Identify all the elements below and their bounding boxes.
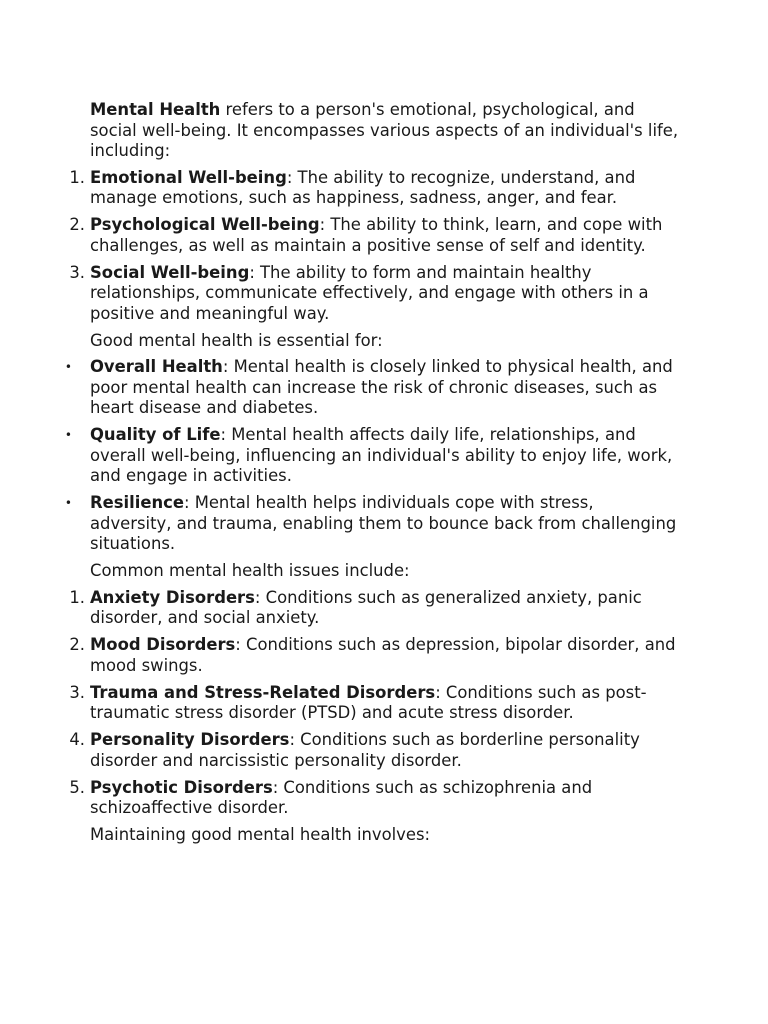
list-item xyxy=(64,425,680,487)
item-term: Psychotic Disorders xyxy=(90,777,273,797)
intro-paragraph xyxy=(90,100,680,162)
list-marker: 3. xyxy=(69,682,85,702)
list-item xyxy=(69,682,680,724)
aspects-list xyxy=(69,167,680,325)
bullet-marker: • xyxy=(64,496,72,510)
item-term: Social Well-being xyxy=(90,262,250,282)
item-text: : Mental health affects daily life, relationships, and overall well-being, influencing an individual's ability to enjoy life, work, and engage in activities. xyxy=(90,425,673,485)
issues-heading: Common mental health issues include: xyxy=(90,561,410,580)
list-marker: 1. xyxy=(69,167,85,187)
list-marker: 2. xyxy=(69,635,85,654)
list-item xyxy=(69,262,680,325)
maintaining-heading: Maintaining good mental health involves: xyxy=(90,825,431,844)
list-item xyxy=(69,215,680,256)
intro-term: Mental Health xyxy=(90,100,221,119)
item-text: : Conditions such as generalized anxiety, panic disorder, and social anxiety. xyxy=(90,587,642,627)
list-marker: 5. xyxy=(69,777,85,797)
item-term: Resilience xyxy=(90,493,184,512)
item-term: Emotional Well-being xyxy=(90,167,287,187)
item-term: Personality Disorders xyxy=(90,730,290,749)
item-term: Anxiety Disorders xyxy=(90,587,255,607)
list-marker: 2. xyxy=(69,215,85,234)
item-term: Trauma and Stress-Related Disorders xyxy=(90,682,436,702)
item-term: Quality of Life xyxy=(90,425,221,444)
intro-text: refers to a person's emotional, psychological, and social well-being. It encompasses various aspects of an individual's life, including: xyxy=(90,100,679,160)
bullet-marker: • xyxy=(64,360,72,374)
list-item xyxy=(69,167,680,209)
list-marker: 4. xyxy=(69,730,85,749)
item-text: : Conditions such as borderline personality disorder and narcissistic personality disorder. xyxy=(90,730,640,770)
item-text: : Mental health helps individuals cope with stress, adversity, and trauma, enabling them to bounce back from challenging situations. xyxy=(90,493,677,553)
issues-list xyxy=(69,587,680,819)
list-item xyxy=(69,635,680,676)
item-text: : Conditions such as schizophrenia and schizoaffective disorder. xyxy=(90,777,593,817)
item-text: : The ability to think, learn, and cope with challenges, as well as maintain a positive sense of self and identity. xyxy=(90,215,663,255)
bullet-marker: • xyxy=(64,428,72,442)
item-text: : The ability to form and maintain healthy relationships, communicate effectively, and engage with others in a positive and meaningful way. xyxy=(90,262,649,323)
item-text: : The ability to recognize, understand, and manage emotions, such as happiness, sadness, anger, and fear. xyxy=(90,167,636,207)
list-item xyxy=(69,777,680,819)
document-body xyxy=(64,100,680,852)
essential-heading: Good mental health is essential for: xyxy=(90,330,383,350)
list-item xyxy=(69,587,680,629)
item-term: Psychological Well-being xyxy=(90,215,320,234)
list-item xyxy=(69,730,680,771)
item-text: : Mental health is closely linked to physical health, and poor mental health can increase the risk of chronic diseases, such as heart disease and diabetes. xyxy=(90,357,673,417)
item-text: : Conditions such as post-traumatic stress disorder (PTSD) and acute stress disorder. xyxy=(90,682,647,722)
essentials-list xyxy=(64,357,680,555)
list-marker: 3. xyxy=(69,262,85,282)
item-term: Overall Health xyxy=(90,357,223,376)
list-item xyxy=(64,357,680,419)
item-text: : Conditions such as depression, bipolar disorder, and mood swings. xyxy=(90,635,676,675)
item-term: Mood Disorders xyxy=(90,635,236,654)
list-item xyxy=(64,493,680,555)
list-marker: 1. xyxy=(69,587,85,607)
